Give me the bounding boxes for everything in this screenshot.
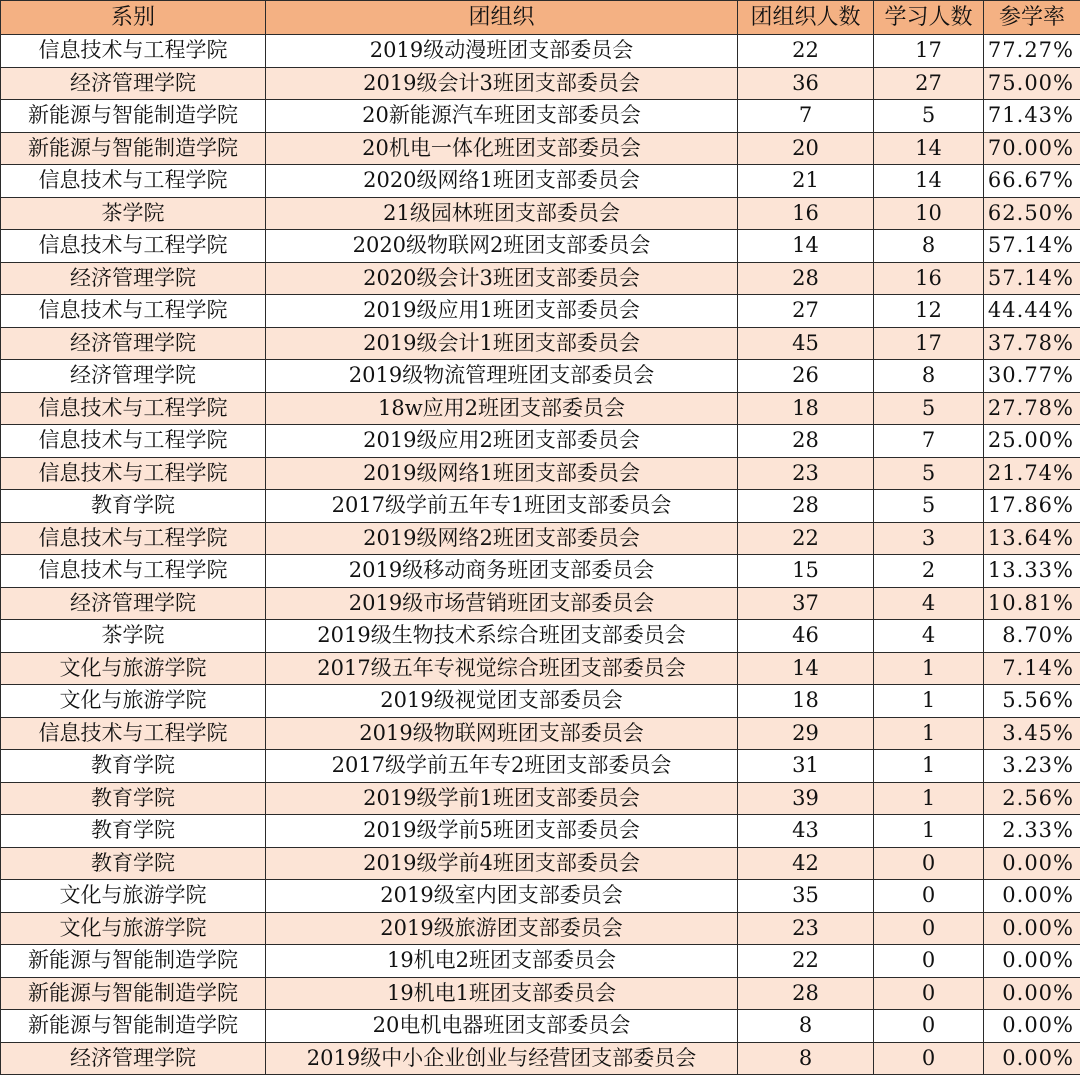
organization-cell: 2019级动漫班团支部委员会	[266, 35, 738, 68]
member-count-cell: 8	[738, 1010, 874, 1043]
study-rate-cell: 57.14%	[984, 230, 1080, 263]
study-count-cell: 0	[874, 977, 984, 1010]
organization-cell: 2019级学前1班团支部委员会	[266, 782, 738, 815]
organization-cell: 2019级中小企业创业与经营团支部委员会	[266, 1042, 738, 1075]
study-count-cell: 1	[874, 750, 984, 783]
study-rate-cell: 3.23%	[984, 750, 1080, 783]
member-count-cell: 45	[738, 327, 874, 360]
study-rate-cell: 62.50%	[984, 197, 1080, 230]
study-count-cell: 5	[874, 457, 984, 490]
study-count-cell: 14	[874, 132, 984, 165]
table-row	[1, 912, 1080, 945]
member-count-cell: 28	[738, 490, 874, 523]
department-cell: 文化与旅游学院	[1, 880, 266, 913]
organization-cell: 2019级移动商务班团支部委员会	[266, 555, 738, 588]
study-count-cell: 5	[874, 100, 984, 133]
organization-cell: 2019级物流管理班团支部委员会	[266, 360, 738, 393]
member-count-cell: 23	[738, 457, 874, 490]
table-row	[1, 652, 1080, 685]
organization-cell: 2019级市场营销班团支部委员会	[266, 587, 738, 620]
table-row	[1, 262, 1080, 295]
table-row	[1, 360, 1080, 393]
member-count-cell: 36	[738, 67, 874, 100]
department-cell: 新能源与智能制造学院	[1, 977, 266, 1010]
organization-cell: 2019级会计3班团支部委员会	[266, 67, 738, 100]
study-count-cell: 1	[874, 652, 984, 685]
study-count-cell: 14	[874, 165, 984, 198]
department-cell: 信息技术与工程学院	[1, 425, 266, 458]
study-count-cell: 8	[874, 360, 984, 393]
member-count-cell: 46	[738, 620, 874, 653]
member-count-cell: 18	[738, 392, 874, 425]
study-count-cell: 0	[874, 945, 984, 978]
organization-cell: 2019级网络1班团支部委员会	[266, 457, 738, 490]
study-rate-cell: 13.33%	[984, 555, 1080, 588]
department-cell: 新能源与智能制造学院	[1, 100, 266, 133]
organization-cell: 19机电2班团支部委员会	[266, 945, 738, 978]
member-count-cell: 42	[738, 847, 874, 880]
header-member-count: 团组织人数	[738, 1, 874, 35]
study-count-cell: 2	[874, 555, 984, 588]
organization-cell: 2017级学前五年专1班团支部委员会	[266, 490, 738, 523]
department-cell: 教育学院	[1, 750, 266, 783]
study-count-cell: 1	[874, 782, 984, 815]
table-row	[1, 67, 1080, 100]
member-count-cell: 37	[738, 587, 874, 620]
study-count-cell: 4	[874, 587, 984, 620]
member-count-cell: 26	[738, 360, 874, 393]
study-rate-cell: 0.00%	[984, 912, 1080, 945]
study-rate-cell: 5.56%	[984, 685, 1080, 718]
department-cell: 经济管理学院	[1, 67, 266, 100]
member-count-cell: 18	[738, 685, 874, 718]
study-rate-cell: 70.00%	[984, 132, 1080, 165]
study-rate-cell: 0.00%	[984, 945, 1080, 978]
member-count-cell: 28	[738, 262, 874, 295]
study-count-cell: 1	[874, 685, 984, 718]
department-cell: 信息技术与工程学院	[1, 230, 266, 263]
organization-cell: 2019级旅游团支部委员会	[266, 912, 738, 945]
study-count-cell: 17	[874, 327, 984, 360]
table-row	[1, 165, 1080, 198]
study-rate-cell: 71.43%	[984, 100, 1080, 133]
member-count-cell: 8	[738, 1042, 874, 1075]
table-row	[1, 522, 1080, 555]
department-cell: 文化与旅游学院	[1, 652, 266, 685]
department-cell: 教育学院	[1, 847, 266, 880]
member-count-cell: 22	[738, 522, 874, 555]
table-row	[1, 620, 1080, 653]
table-row	[1, 490, 1080, 523]
table-row	[1, 392, 1080, 425]
study-count-cell: 4	[874, 620, 984, 653]
table-row	[1, 327, 1080, 360]
organization-cell: 2019级物联网班团支部委员会	[266, 717, 738, 750]
member-count-cell: 28	[738, 977, 874, 1010]
table-body	[1, 35, 1080, 1075]
table-row	[1, 35, 1080, 68]
study-rate-cell: 8.70%	[984, 620, 1080, 653]
member-count-cell: 28	[738, 425, 874, 458]
member-count-cell: 43	[738, 815, 874, 848]
study-count-cell: 5	[874, 392, 984, 425]
department-cell: 教育学院	[1, 490, 266, 523]
table-row	[1, 425, 1080, 458]
department-cell: 文化与旅游学院	[1, 685, 266, 718]
study-rate-cell: 3.45%	[984, 717, 1080, 750]
study-rate-cell: 7.14%	[984, 652, 1080, 685]
study-count-cell: 8	[874, 230, 984, 263]
study-rate-cell: 44.44%	[984, 295, 1080, 328]
table-row	[1, 782, 1080, 815]
study-rate-cell: 0.00%	[984, 977, 1080, 1010]
study-rate-cell: 0.00%	[984, 1010, 1080, 1043]
department-cell: 经济管理学院	[1, 1042, 266, 1075]
member-count-cell: 14	[738, 230, 874, 263]
study-rate-cell: 0.00%	[984, 847, 1080, 880]
member-count-cell: 16	[738, 197, 874, 230]
department-cell: 经济管理学院	[1, 587, 266, 620]
department-cell: 茶学院	[1, 620, 266, 653]
organization-cell: 2019级室内团支部委员会	[266, 880, 738, 913]
organization-cell: 2017级五年专视觉综合班团支部委员会	[266, 652, 738, 685]
study-count-cell: 0	[874, 880, 984, 913]
department-cell: 信息技术与工程学院	[1, 717, 266, 750]
member-count-cell: 31	[738, 750, 874, 783]
study-count-cell: 16	[874, 262, 984, 295]
study-rate-cell: 21.74%	[984, 457, 1080, 490]
organization-cell: 2019级网络2班团支部委员会	[266, 522, 738, 555]
study-count-cell: 0	[874, 1010, 984, 1043]
organization-cell: 20电机电器班团支部委员会	[266, 1010, 738, 1043]
table-row	[1, 1042, 1080, 1075]
study-rate-cell: 25.00%	[984, 425, 1080, 458]
study-rate-cell: 77.27%	[984, 35, 1080, 68]
member-count-cell: 22	[738, 945, 874, 978]
study-rate-cell: 66.67%	[984, 165, 1080, 198]
study-rate-cell: 27.78%	[984, 392, 1080, 425]
study-rate-cell: 10.81%	[984, 587, 1080, 620]
organization-cell: 2020级网络1班团支部委员会	[266, 165, 738, 198]
study-count-cell: 5	[874, 490, 984, 523]
header-department: 系别	[1, 1, 266, 35]
member-count-cell: 22	[738, 35, 874, 68]
study-rate-cell: 0.00%	[984, 880, 1080, 913]
table-row	[1, 945, 1080, 978]
study-count-cell: 3	[874, 522, 984, 555]
department-cell: 信息技术与工程学院	[1, 295, 266, 328]
member-count-cell: 15	[738, 555, 874, 588]
table-row	[1, 230, 1080, 263]
study-count-cell: 7	[874, 425, 984, 458]
organization-cell: 2019级学前5班团支部委员会	[266, 815, 738, 848]
table-row	[1, 815, 1080, 848]
table-row	[1, 880, 1080, 913]
organization-cell: 2020级物联网2班团支部委员会	[266, 230, 738, 263]
study-rate-cell: 37.78%	[984, 327, 1080, 360]
organization-cell: 20机电一体化班团支部委员会	[266, 132, 738, 165]
organization-cell: 2019级应用1班团支部委员会	[266, 295, 738, 328]
member-count-cell: 23	[738, 912, 874, 945]
table-row	[1, 1010, 1080, 1043]
organization-cell: 2017级学前五年专2班团支部委员会	[266, 750, 738, 783]
organization-cell: 2019级生物技术系综合班团支部委员会	[266, 620, 738, 653]
department-cell: 教育学院	[1, 815, 266, 848]
header-study-rate: 参学率	[984, 1, 1080, 35]
table-row	[1, 847, 1080, 880]
study-rate-cell: 75.00%	[984, 67, 1080, 100]
organization-cell: 2019级视觉团支部委员会	[266, 685, 738, 718]
header-row	[1, 1, 1080, 35]
department-cell: 经济管理学院	[1, 262, 266, 295]
member-count-cell: 20	[738, 132, 874, 165]
table-row	[1, 295, 1080, 328]
header-organization: 团组织	[266, 1, 738, 35]
study-rate-cell: 0.00%	[984, 1042, 1080, 1075]
department-cell: 新能源与智能制造学院	[1, 132, 266, 165]
study-count-cell: 17	[874, 35, 984, 68]
organization-cell: 2020级会计3班团支部委员会	[266, 262, 738, 295]
table-row	[1, 132, 1080, 165]
organization-cell: 18w应用2班团支部委员会	[266, 392, 738, 425]
member-count-cell: 27	[738, 295, 874, 328]
study-count-cell: 27	[874, 67, 984, 100]
table-row	[1, 100, 1080, 133]
organization-cell: 21级园林班团支部委员会	[266, 197, 738, 230]
department-cell: 经济管理学院	[1, 360, 266, 393]
organization-cell: 2019级会计1班团支部委员会	[266, 327, 738, 360]
study-rate-cell: 2.56%	[984, 782, 1080, 815]
department-cell: 经济管理学院	[1, 327, 266, 360]
organization-cell: 2019级应用2班团支部委员会	[266, 425, 738, 458]
department-cell: 信息技术与工程学院	[1, 555, 266, 588]
study-count-cell: 0	[874, 1042, 984, 1075]
table-row	[1, 457, 1080, 490]
study-count-cell: 12	[874, 295, 984, 328]
table-row	[1, 717, 1080, 750]
department-cell: 信息技术与工程学院	[1, 35, 266, 68]
study-rate-cell: 13.64%	[984, 522, 1080, 555]
table-row	[1, 197, 1080, 230]
organization-cell: 19机电1班团支部委员会	[266, 977, 738, 1010]
department-cell: 文化与旅游学院	[1, 912, 266, 945]
table-row	[1, 587, 1080, 620]
organization-cell: 20新能源汽车班团支部委员会	[266, 100, 738, 133]
department-cell: 新能源与智能制造学院	[1, 1010, 266, 1043]
study-rate-cell: 17.86%	[984, 490, 1080, 523]
study-rate-cell: 57.14%	[984, 262, 1080, 295]
table-row	[1, 977, 1080, 1010]
study-count-cell: 1	[874, 717, 984, 750]
organization-cell: 2019级学前4班团支部委员会	[266, 847, 738, 880]
department-cell: 信息技术与工程学院	[1, 522, 266, 555]
member-count-cell: 14	[738, 652, 874, 685]
department-cell: 教育学院	[1, 782, 266, 815]
table-row	[1, 750, 1080, 783]
department-cell: 信息技术与工程学院	[1, 457, 266, 490]
study-count-cell: 10	[874, 197, 984, 230]
study-count-cell: 0	[874, 847, 984, 880]
study-count-cell: 1	[874, 815, 984, 848]
table-row	[1, 555, 1080, 588]
table-row	[1, 685, 1080, 718]
department-cell: 茶学院	[1, 197, 266, 230]
member-count-cell: 7	[738, 100, 874, 133]
member-count-cell: 35	[738, 880, 874, 913]
study-rate-cell: 2.33%	[984, 815, 1080, 848]
department-cell: 信息技术与工程学院	[1, 392, 266, 425]
member-count-cell: 29	[738, 717, 874, 750]
department-cell: 信息技术与工程学院	[1, 165, 266, 198]
member-count-cell: 21	[738, 165, 874, 198]
department-cell: 新能源与智能制造学院	[1, 945, 266, 978]
member-count-cell: 39	[738, 782, 874, 815]
header-study-count: 学习人数	[874, 1, 984, 35]
study-rate-cell: 30.77%	[984, 360, 1080, 393]
study-count-cell: 0	[874, 912, 984, 945]
